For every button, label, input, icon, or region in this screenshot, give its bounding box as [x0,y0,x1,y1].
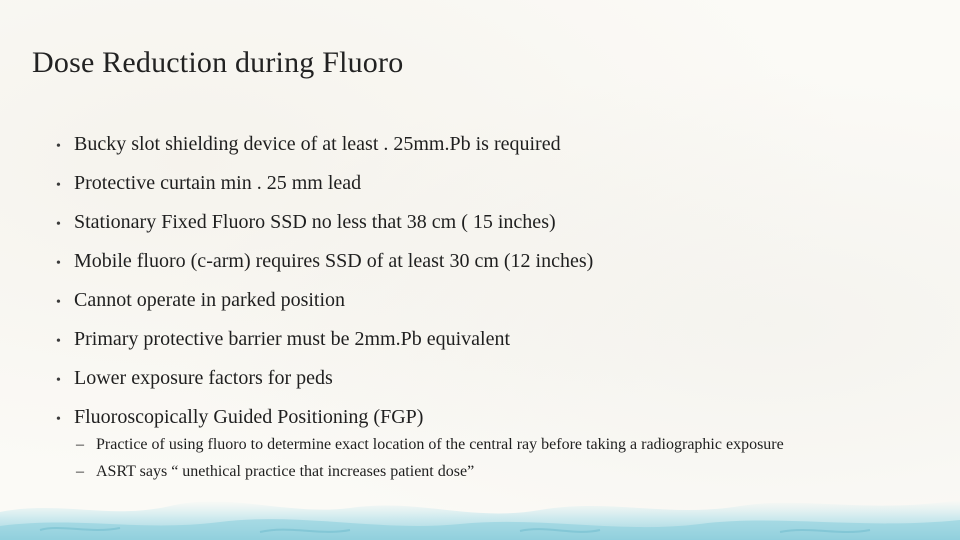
bullet-item [56,398,916,437]
sub-bullet-text: Practice of using fluoro to determine exact location of the central ray before taking a radiographic exposure [96,436,784,453]
bullet-text: Protective curtain min . 25 mm lead [74,172,362,194]
bullet-item [56,242,916,281]
bullet-marker: • [56,412,61,427]
sub-bullet-marker: – [76,463,84,480]
bullet-marker: • [56,334,61,349]
bullet-text: Fluoroscopically Guided Positioning (FGP) [74,406,424,428]
sub-bullet-item [76,436,836,454]
bullet-item [56,125,916,164]
bullet-list [56,125,916,437]
bullet-text: Stationary Fixed Fluoro SSD no less that 38 cm ( 15 inches) [74,211,556,233]
bullet-text: Bucky slot shielding device of at least . 25mm.Pb is required [74,133,561,155]
bullet-marker: • [56,373,61,388]
sub-bullet-marker: – [76,436,84,453]
bullet-marker: • [56,178,61,193]
slide-title: Dose Reduction during Fluoro [32,46,404,79]
bullet-item [56,281,916,320]
bullet-text: Cannot operate in parked position [74,289,346,311]
bullet-item [56,164,916,203]
bullet-item [56,203,916,242]
bullet-marker: • [56,139,61,154]
bullet-text: Primary protective barrier must be 2mm.Pb equivalent [74,328,510,350]
bullet-marker: • [56,217,61,232]
bullet-marker: • [56,295,61,310]
bullet-text: Mobile fluoro (c-arm) requires SSD of at least 30 cm (12 inches) [74,250,594,272]
sub-bullet-text: ASRT says “ unethical practice that increases patient dose” [96,463,475,480]
bullet-item [56,359,916,398]
bullet-text: Lower exposure factors for peds [74,367,333,389]
watercolor-border [0,470,960,540]
bullet-item [56,320,916,359]
bullet-marker: • [56,256,61,271]
